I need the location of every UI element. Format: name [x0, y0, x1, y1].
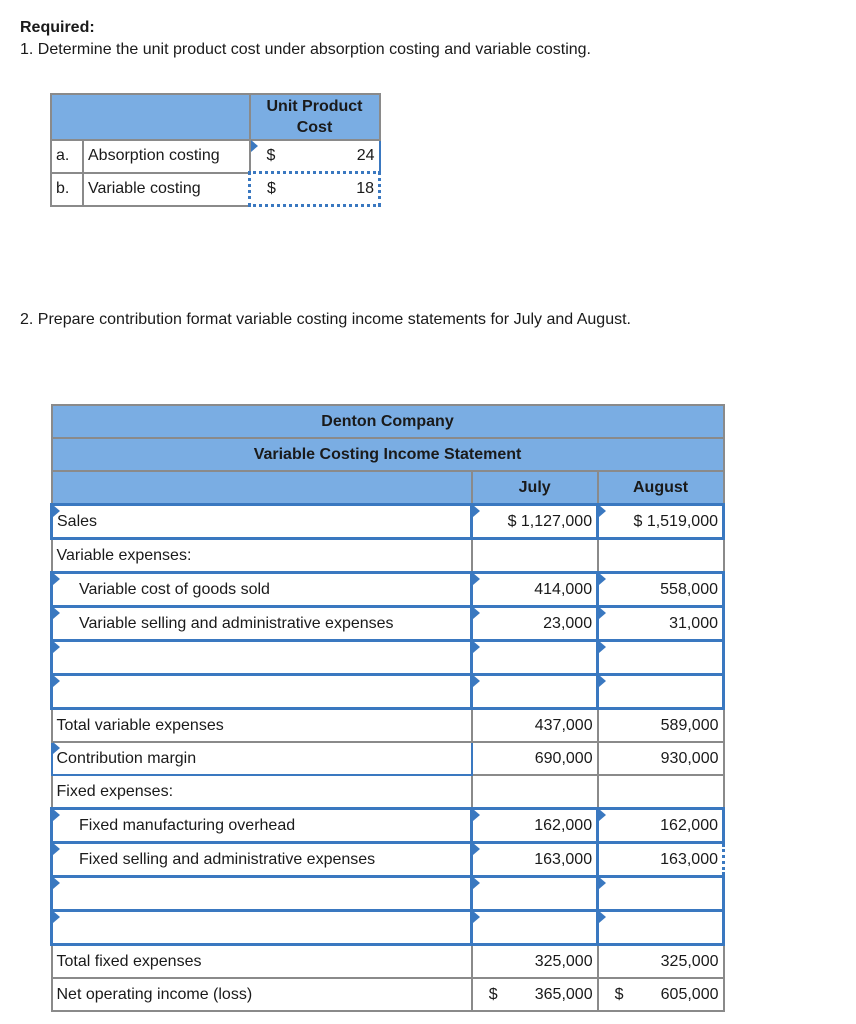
total-variable-july: 437,000: [472, 709, 598, 743]
contribution-margin-row: [52, 742, 724, 775]
input-flag-icon: [473, 843, 480, 855]
column-july: July: [472, 471, 598, 505]
input-flag-icon: [599, 573, 606, 585]
line-item-label-input[interactable]: [52, 877, 472, 911]
input-flag-icon: [251, 140, 258, 152]
sales-august-input[interactable]: $ 1,519,000: [598, 505, 724, 539]
line-item-label-input[interactable]: [52, 641, 472, 675]
currency-symbol: $: [266, 147, 276, 164]
contribution-margin-label-input[interactable]: Contribution margin: [52, 742, 472, 775]
cell-value: 18: [356, 180, 374, 197]
statement-title: Variable Costing Income Statement: [52, 438, 724, 471]
table-row: [52, 675, 724, 709]
input-flag-icon: [473, 809, 480, 821]
header-blank: [51, 94, 250, 140]
total-variable-row: [52, 709, 724, 743]
line-item-label-input[interactable]: Fixed selling and administrative expenses: [52, 843, 472, 877]
unit-cost-table: [50, 93, 381, 207]
question-2: 2. Prepare contribution format variable costing income statements for July and August.: [20, 311, 631, 328]
input-flag-icon: [473, 675, 480, 687]
total-fixed-july: 325,000: [472, 945, 598, 979]
input-flag-icon: [53, 742, 60, 754]
august-amount-input[interactable]: [598, 911, 724, 945]
total-variable-label: Total variable expenses: [52, 709, 472, 743]
input-flag-icon: [53, 843, 60, 855]
july-amount-input[interactable]: [472, 641, 598, 675]
unit-product-cost-header: Unit Product Cost: [250, 94, 380, 140]
line-item-label-input[interactable]: [52, 911, 472, 945]
august-amount-input[interactable]: [598, 641, 724, 675]
input-flag-icon: [53, 809, 60, 821]
input-flag-icon: [599, 911, 606, 923]
net-income-july: $ 365,000: [472, 978, 598, 1011]
company-name: Denton Company: [52, 405, 724, 438]
question-1: 1. Determine the unit product cost under absorption costing and variable costing.: [20, 41, 591, 58]
july-amount-input[interactable]: [472, 877, 598, 911]
august-amount-input[interactable]: [598, 877, 724, 911]
row-label: Absorption costing: [83, 140, 250, 173]
net-income-august: $ 605,000: [598, 978, 724, 1011]
input-flag-icon: [53, 573, 60, 585]
absorption-cost-input[interactable]: [250, 140, 380, 173]
input-flag-icon: [599, 809, 606, 821]
sales-row: [52, 505, 724, 539]
table-row: [52, 641, 724, 675]
input-flag-icon: [473, 911, 480, 923]
line-item-label-input[interactable]: [52, 675, 472, 709]
august-amount-input[interactable]: [598, 675, 724, 709]
input-flag-icon: [473, 573, 480, 585]
contribution-margin-july: 690,000: [472, 742, 598, 775]
input-flag-icon: [599, 675, 606, 687]
cell-value: 24: [356, 147, 375, 164]
august-amount-input-focused[interactable]: 163,000: [598, 843, 724, 877]
sales-label-input[interactable]: Sales: [52, 505, 472, 539]
july-amount-input[interactable]: 23,000: [472, 607, 598, 641]
sales-july-input[interactable]: $ 1,127,000: [472, 505, 598, 539]
table-row: [52, 607, 724, 641]
variable-expenses-label: Variable expenses:: [52, 539, 472, 573]
line-item-label-input[interactable]: Variable cost of goods sold: [52, 573, 472, 607]
required-heading: Required:: [20, 19, 95, 36]
input-flag-icon: [599, 505, 606, 517]
august-amount-input[interactable]: 162,000: [598, 809, 724, 843]
august-amount-input[interactable]: 31,000: [598, 607, 724, 641]
column-august: August: [598, 471, 724, 505]
income-statement-table: [50, 404, 725, 1012]
input-flag-icon: [53, 641, 60, 653]
row-letter: b.: [51, 173, 83, 206]
row-letter: a.: [51, 140, 83, 173]
net-operating-income-label: Net operating income (loss): [52, 978, 472, 1011]
table-row: [51, 140, 380, 173]
august-amount-input[interactable]: 558,000: [598, 573, 724, 607]
table-row: [51, 173, 380, 206]
input-flag-icon: [53, 607, 60, 619]
input-flag-icon: [473, 607, 480, 619]
table-row: [52, 911, 724, 945]
total-fixed-label: Total fixed expenses: [52, 945, 472, 979]
input-flag-icon: [53, 877, 60, 889]
total-variable-august: 589,000: [598, 709, 724, 743]
input-flag-icon: [53, 505, 60, 517]
table-row: [52, 809, 724, 843]
table-row: [52, 573, 724, 607]
total-fixed-row: [52, 945, 724, 979]
line-item-label-input[interactable]: Variable selling and administrative expenses: [52, 607, 472, 641]
july-amount-input[interactable]: [472, 911, 598, 945]
fixed-expenses-heading-row: [52, 775, 724, 809]
input-flag-icon: [473, 641, 480, 653]
fixed-expenses-label: Fixed expenses:: [52, 775, 472, 809]
header-blank: [52, 471, 472, 505]
july-amount-input[interactable]: 162,000: [472, 809, 598, 843]
input-flag-icon: [53, 911, 60, 923]
input-flag-icon: [599, 877, 606, 889]
variable-cost-input[interactable]: [250, 173, 380, 206]
currency-symbol: $: [267, 180, 276, 197]
table-row: [52, 843, 724, 877]
variable-expenses-heading-row: [52, 539, 724, 573]
table-row: [52, 877, 724, 911]
row-label: Variable costing: [83, 173, 250, 206]
input-flag-icon: [473, 505, 480, 517]
input-flag-icon: [473, 877, 480, 889]
july-amount-input[interactable]: 414,000: [472, 573, 598, 607]
input-flag-icon: [599, 607, 606, 619]
net-operating-income-row: [52, 978, 724, 1011]
contribution-margin-august: 930,000: [598, 742, 724, 775]
line-item-label-input[interactable]: Fixed manufacturing overhead: [52, 809, 472, 843]
input-flag-icon: [53, 675, 60, 687]
input-flag-icon: [599, 641, 606, 653]
total-fixed-august: 325,000: [598, 945, 724, 979]
july-amount-input[interactable]: [472, 675, 598, 709]
july-amount-input[interactable]: 163,000: [472, 843, 598, 877]
